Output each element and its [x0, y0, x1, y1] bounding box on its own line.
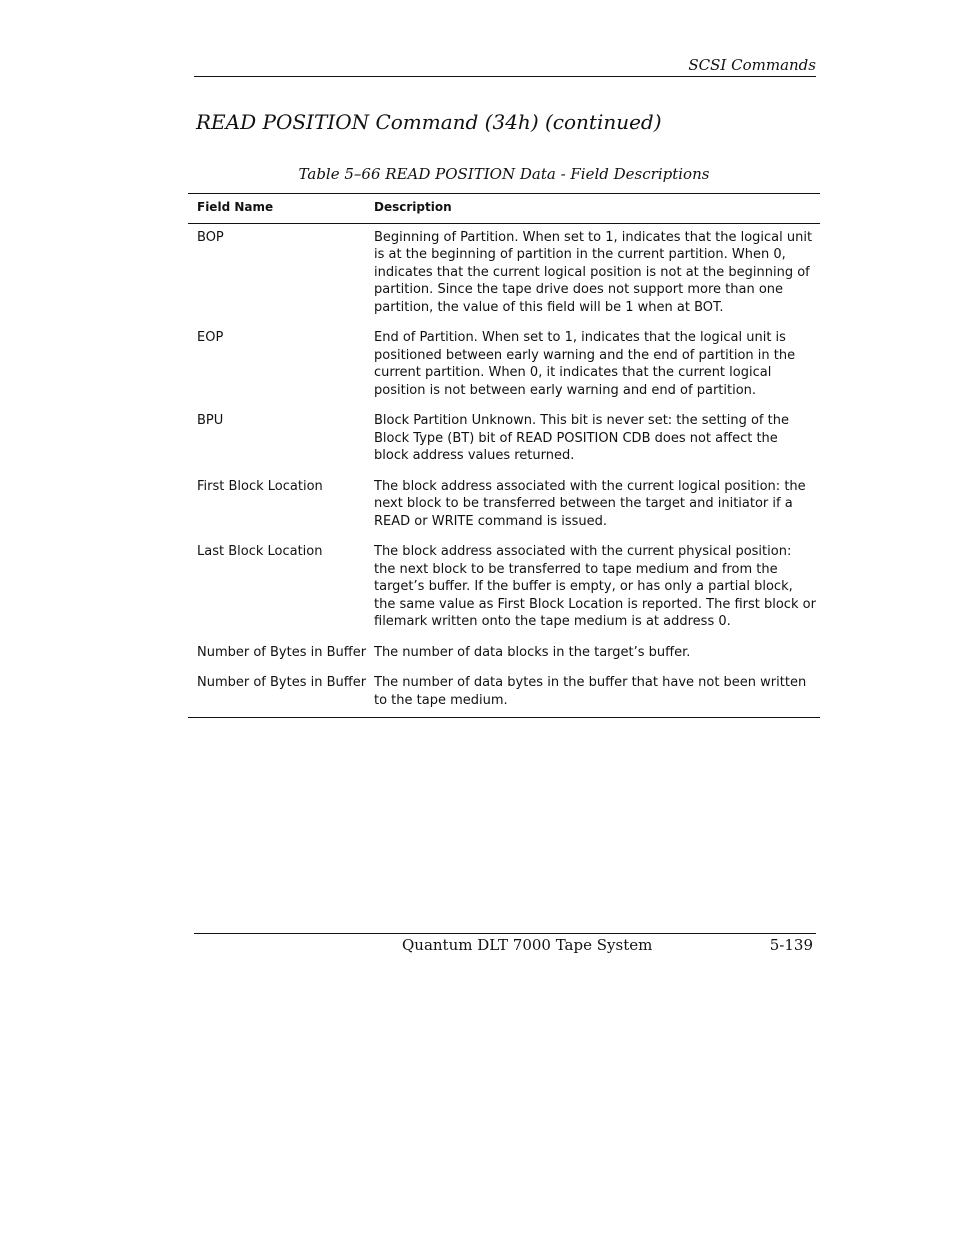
table-row: [188, 543, 820, 631]
description-cell: Block Partition Unknown. This bit is never set: the setting of the Block Type (BT) bit of READ POSITION CDB does not affect the block address values returned.: [374, 413, 789, 463]
table-row: [188, 229, 820, 317]
table-row: [188, 412, 820, 465]
table-row: [188, 674, 820, 709]
field-name-cell: BPU: [197, 413, 224, 428]
field-name-cell: Last Block Location: [197, 544, 323, 559]
column-header-field-name: Field Name: [197, 200, 274, 214]
table-row: [188, 478, 820, 531]
table-row: [188, 329, 820, 399]
table-row: [188, 644, 820, 662]
description-cell: The number of data bytes in the buffer that have not been written to the tape medium.: [374, 675, 807, 708]
footer-title: Quantum DLT 7000 Tape System: [402, 936, 653, 954]
field-descriptions-table: [188, 193, 820, 718]
header-rule: [194, 76, 816, 77]
field-name-cell: First Block Location: [197, 478, 323, 494]
description-cell: Beginning of Partition. When set to 1, indicates that the logical unit is at the beginning of partition in the current partition. When 0, indicates that the current logical position is not at the beginning of partition. Since the tape drive does not support more than one partition, the value of this field will be 1 when at BOT.: [374, 229, 813, 315]
table-body: [188, 224, 820, 718]
table-caption: Table 5–66 READ POSITION Data - Field Descriptions: [298, 165, 710, 183]
column-header-description: Description: [374, 200, 452, 214]
field-name-cell: EOP: [197, 330, 224, 345]
section-title: READ POSITION Command (34h) (continued): [196, 110, 662, 134]
description-cell: The block address associated with the current physical position: the next block to be transferred to tape medium and from the target’s buffer. If the buffer is empty, or has only a partial block, the same value as First Block Location is reported. The first block or filemark written onto the tape medium is at address 0.: [374, 544, 816, 629]
table-header-row: [188, 194, 820, 224]
page-number: 5-139: [769, 936, 813, 954]
description-cell: End of Partition. When set to 1, indicates that the logical unit is positioned between early warning and the end of partition in the current partition. When 0, it indicates that the current logical position is not between early warning and end of partition.: [374, 330, 796, 398]
description-cell: The block address associated with the current logical position: the next block to be transferred between the target and initiator if a READ or WRITE command is issued.: [374, 478, 806, 529]
description-cell: The number of data blocks in the target’s buffer.: [374, 644, 691, 660]
field-name-cell: BOP: [197, 229, 224, 245]
field-name-cell: Number of Bytes in Buffer: [197, 675, 367, 690]
field-name-cell: Number of Bytes in Buffer: [197, 644, 367, 660]
footer-rule: [194, 933, 816, 934]
running-header: SCSI Commands: [688, 56, 816, 74]
